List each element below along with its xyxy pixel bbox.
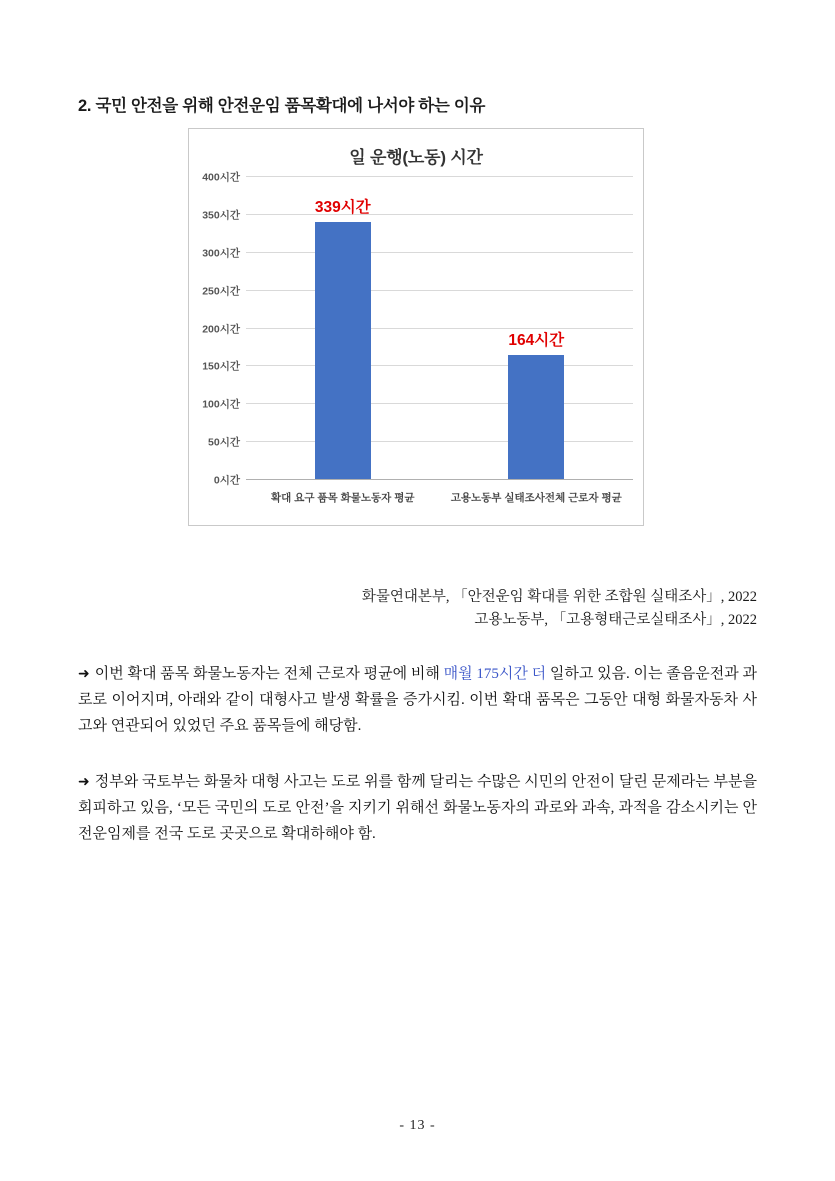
- paragraph-1-before: 이번 확대 품목 화물노동자는 전체 근로자 평균에 비해: [94, 666, 444, 682]
- source-line-2: 고용노동부, 「고용형태근로실태조사」, 2022: [474, 612, 757, 629]
- chart-gridline: [246, 365, 633, 366]
- chart-category-label: 고용노동부 실태조사전체 근로자 평균: [450, 492, 622, 504]
- chart-plot-area: [202, 171, 633, 504]
- paragraph-2: [78, 770, 757, 847]
- chart-y-tick-label: 200시간: [202, 323, 240, 335]
- chart-y-tick-label: 400시간: [202, 171, 240, 184]
- paragraph-2-text: 정부와 국토부는 화물차 대형 사고는 도로 위를 함께 달리는 수많은 시민의 안전이 달린 문제라는 부분을 회피하고 있음, ‘모든 국민의 도로 안전’을 지키기 위해선 화물노동자의 과로와 과속, 과적을 감소시키는 안전운임제를 전국 도로 곳곳으로 확대하해야 함.: [78, 774, 757, 842]
- section-heading: 2. 국민 안전을 위해 안전운임 품목확대에 나서야 하는 이유: [78, 97, 486, 115]
- page-number: - 13 -: [399, 1118, 436, 1133]
- paragraph-1: [78, 662, 757, 739]
- chart-y-tick-label: 0시간: [213, 474, 240, 487]
- chart-gridline: [246, 328, 633, 329]
- chart-y-tick-label: 150시간: [202, 360, 240, 373]
- chart-gridline: [246, 290, 633, 291]
- chart-container: [188, 128, 644, 526]
- source-line-1: 화물연대본부, 「안전운임 확대를 위한 조합원 실태조사」, 2022: [361, 589, 757, 605]
- chart-gridline: [246, 176, 633, 177]
- chart-bar-value-label: 339시간: [314, 199, 371, 217]
- chart-y-tick-label: 250시간: [202, 285, 240, 298]
- chart-gridline: [246, 441, 633, 442]
- chart-title: 일 운행(노동) 시간: [349, 148, 483, 167]
- chart-gridline: [246, 214, 633, 215]
- chart-y-tick-label: 100시간: [202, 398, 240, 411]
- chart-bar: [315, 222, 371, 479]
- paragraph-1-after: 일하고 있음. 이는 졸음운전과 과로로 이어지며, 아래와 같이 대형사고 발생 확률을 증가시킴. 이번 확대 품목은 그동안 대형 화물자동차 사고와 연관되어 있었던 주요 품목들에 해당함.: [78, 666, 757, 734]
- chart-y-tick-label: 50시간: [208, 436, 240, 449]
- chart-bar-value-label: 164시간: [508, 331, 565, 349]
- chart-y-tick-label: 300시간: [202, 247, 240, 260]
- chart-bar: [508, 355, 564, 479]
- chart-x-axis: [246, 479, 633, 480]
- chart-gridline: [246, 403, 633, 404]
- source-citations: [362, 586, 757, 633]
- bullet-arrow-icon: ➜: [78, 666, 90, 682]
- chart-category-label: 확대 요구 품목 화물노동자 평균: [270, 492, 415, 504]
- bullet-arrow-icon: ➜: [78, 774, 90, 790]
- chart-y-tick-label: 350시간: [202, 209, 240, 222]
- paragraph-1-highlight: 매월 175시간 더: [443, 666, 547, 682]
- chart-gridline: [246, 252, 633, 253]
